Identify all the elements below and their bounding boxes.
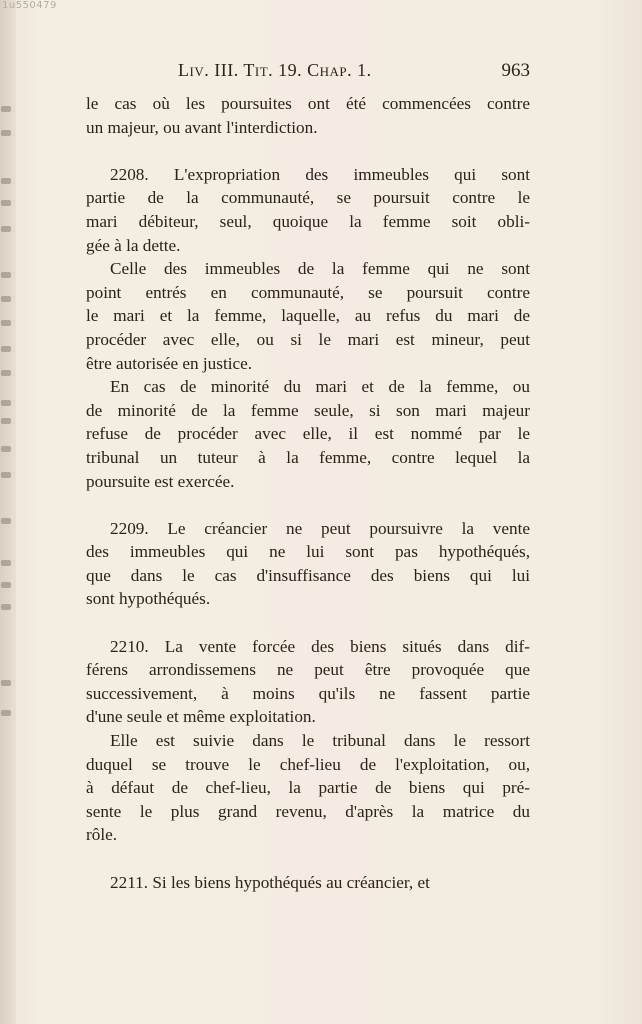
text-line: Celle des immeubles de la femme qui ne sont xyxy=(110,259,530,279)
text-line: refuse de procéder avec elle, il est nommé par le xyxy=(86,424,530,444)
text-line: En cas de minorité du mari et de la femme, ou xyxy=(110,377,530,397)
running-title: Liv. III. Tit. 19. Chap. 1. xyxy=(178,60,372,80)
text-line: de minorité de la femme seule, si son mari majeur xyxy=(86,400,530,420)
page-spine-edge xyxy=(0,0,16,1024)
running-header xyxy=(178,60,530,84)
text-line: 2208. L'expropriation des immeubles qui sont xyxy=(110,164,530,184)
page-number: 963 xyxy=(501,60,530,81)
text-line: des immeubles qui ne lui sont pas hypothéqués, xyxy=(86,542,530,562)
text-line: successivement, à moins qu'ils ne fassent partie xyxy=(86,683,530,703)
text-line: duquel se trouve le chef-lieu de l'exploitation, ou, xyxy=(86,754,530,774)
paragraph-gap xyxy=(86,493,530,517)
text-line: tribunal un tuteur à la femme, contre lequel la xyxy=(86,447,530,467)
paragraph-gap xyxy=(86,847,530,871)
text-line: rôle. xyxy=(86,825,118,845)
text-line: poursuite est exercée. xyxy=(86,471,235,491)
text-line: gée à la dette. xyxy=(86,235,181,255)
text-line: être autorisée en justice. xyxy=(86,353,253,373)
scan-id-stamp: 1u550479 xyxy=(2,0,57,11)
text-line: un majeur, ou avant l'interdiction. xyxy=(86,117,318,137)
text-line: à défaut de chef-lieu, la partie de biens qui pré- xyxy=(86,778,530,798)
text-line: d'une seule et même exploitation. xyxy=(86,707,316,727)
text-line: 2209. Le créancier ne peut poursuivre la vente xyxy=(110,518,530,538)
paragraph-gap xyxy=(86,139,530,163)
text-line: sont hypothéqués. xyxy=(86,589,211,609)
text-line: point entrés en communauté, se poursuit contre xyxy=(86,282,530,302)
paragraph-gap xyxy=(86,611,530,635)
text-line: que dans le cas d'insuffisance des biens qui lui xyxy=(86,565,530,585)
page-body-text xyxy=(86,92,530,894)
text-line: férens arrondissemens ne peut être provoquée que xyxy=(86,660,530,680)
text-line: mari débiteur, seul, quoique la femme soit obli- xyxy=(86,211,530,231)
text-line: 2211. Si les biens hypothéqués au créancier, et xyxy=(110,872,430,892)
text-line: sente le plus grand revenu, d'après la matrice du xyxy=(86,801,530,821)
text-line: procéder avec elle, ou si le mari est mineur, peut xyxy=(86,329,530,349)
text-line: partie de la communauté, se poursuit contre le xyxy=(86,188,530,208)
text-line: le cas où les poursuites ont été commencées contre xyxy=(86,94,530,113)
text-line: Elle est suivie dans le tribunal dans le ressort xyxy=(110,731,530,751)
text-line: 2210. La vente forcée des biens situés dans dif- xyxy=(110,636,530,656)
text-line: le mari et la femme, laquelle, au refus du mari de xyxy=(86,306,530,326)
